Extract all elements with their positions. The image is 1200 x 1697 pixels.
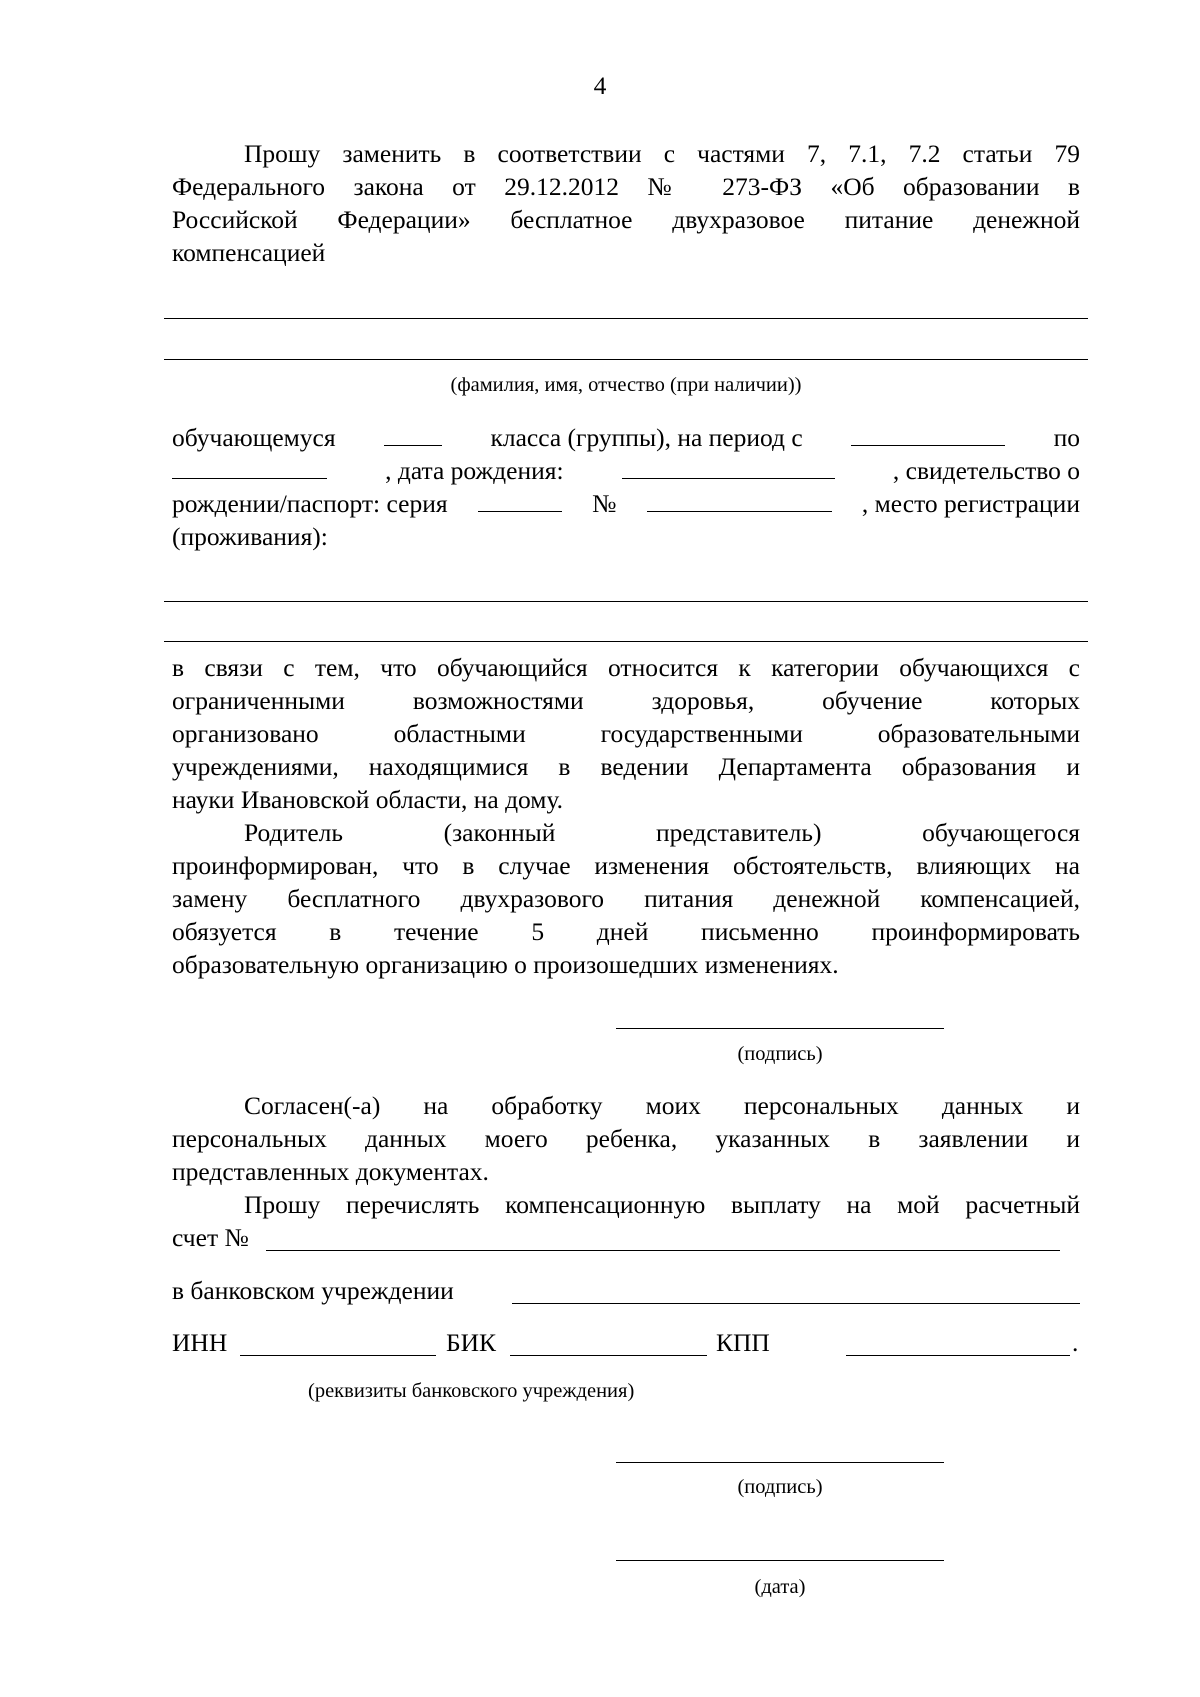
name-caption: (фамилия, имя, отчество (при наличии)) xyxy=(450,374,802,396)
inn-label: ИНН xyxy=(172,1328,228,1357)
period-from-label: класса (группы), на период с xyxy=(490,423,803,452)
series-label: рождении/паспорт: серия xyxy=(172,489,448,518)
signature-line-2[interactable] xyxy=(616,1462,944,1463)
bik-field[interactable] xyxy=(510,1355,707,1356)
reason-line-2: ограниченными возможностями здоровья, обучение которых xyxy=(172,686,1080,715)
document-number-field[interactable] xyxy=(647,489,832,512)
student-line-3 xyxy=(172,488,1080,521)
consent-line-3: представленных документах. xyxy=(172,1157,489,1186)
birth-date-label: , дата рождения: xyxy=(385,456,564,485)
parent-line-2: проинформирован, что в случае изменения обстоятельств, влияющих на xyxy=(172,851,1080,880)
parent-line-1: Родитель (законный представитель) обучающегося xyxy=(244,818,1080,847)
bik-label: БИК xyxy=(446,1328,497,1357)
certificate-label: , свидетельство о xyxy=(892,456,1080,485)
intro-line-4: компенсацией xyxy=(172,238,326,267)
grade-field[interactable] xyxy=(384,423,442,446)
student-line-1 xyxy=(172,422,1080,455)
address-line-2[interactable] xyxy=(164,641,1088,642)
number-label: № xyxy=(592,489,617,518)
bank-caption: (реквизиты банковского учреждения) xyxy=(308,1380,635,1402)
reason-line-1: в связи с тем, что обучающийся относится к категории обучающихся с xyxy=(172,653,1080,682)
intro-line-2: Федерального закона от 29.12.2012 № 273-ФЗ «Об образовании в xyxy=(172,172,1080,201)
kpp-field[interactable] xyxy=(846,1355,1070,1356)
signature-caption-1: (подпись) xyxy=(737,1043,823,1065)
intro-line-3: Российской Федерации» бесплатное двухразовое питание денежной xyxy=(172,205,1080,234)
page-number: 4 xyxy=(593,71,607,100)
period-to-field[interactable] xyxy=(172,456,327,479)
student-label: обучающемуся xyxy=(172,423,336,452)
birth-date-field[interactable] xyxy=(622,456,835,479)
signature-line-1[interactable] xyxy=(616,1028,944,1029)
registration-label: , место регистрации xyxy=(861,489,1080,518)
address-line-1[interactable] xyxy=(164,601,1088,602)
reason-line-5: науки Ивановской области, на дому. xyxy=(172,785,564,814)
kpp-end-period: . xyxy=(1072,1328,1079,1357)
parent-line-5: образовательную организацию о произошедших изменениях. xyxy=(172,950,839,979)
student-line-2 xyxy=(172,455,1080,488)
series-field[interactable] xyxy=(478,489,562,512)
period-from-field[interactable] xyxy=(851,423,1005,446)
inn-field[interactable] xyxy=(240,1355,436,1356)
account-label: счет № xyxy=(172,1223,249,1252)
parent-line-3: замену бесплатного двухразового питания денежной компенсацией, xyxy=(172,884,1080,913)
account-number-field[interactable] xyxy=(266,1250,1060,1251)
date-caption: (дата) xyxy=(754,1576,806,1598)
intro-line-1: Прошу заменить в соответствии с частями 7, 7.1, 7.2 статьи 79 xyxy=(244,139,1080,168)
kpp-label: КПП xyxy=(716,1328,770,1357)
consent-line-2: персональных данных моего ребенка, указанных в заявлении и xyxy=(172,1124,1080,1153)
bank-name-field[interactable] xyxy=(512,1303,1080,1304)
name-line-2[interactable] xyxy=(164,359,1088,360)
period-to-label: по xyxy=(1053,423,1080,452)
reason-line-3: организовано областными государственными образовательными xyxy=(172,719,1080,748)
consent-line-1: Согласен(-а) на обработку моих персональных данных и xyxy=(244,1091,1080,1120)
reason-line-4: учреждениями, находящимися в ведении Департамента образования и xyxy=(172,752,1080,781)
bank-label: в банковском учреждении xyxy=(172,1276,454,1305)
date-line[interactable] xyxy=(616,1560,944,1561)
residence-label: (проживания): xyxy=(172,522,328,551)
payment-line-1: Прошу перечислять компенсационную выплату на мой расчетный xyxy=(244,1190,1080,1219)
name-line-1[interactable] xyxy=(164,318,1088,319)
parent-line-4: обязуется в течение 5 дней письменно проинформировать xyxy=(172,917,1080,946)
signature-caption-2: (подпись) xyxy=(737,1476,823,1498)
